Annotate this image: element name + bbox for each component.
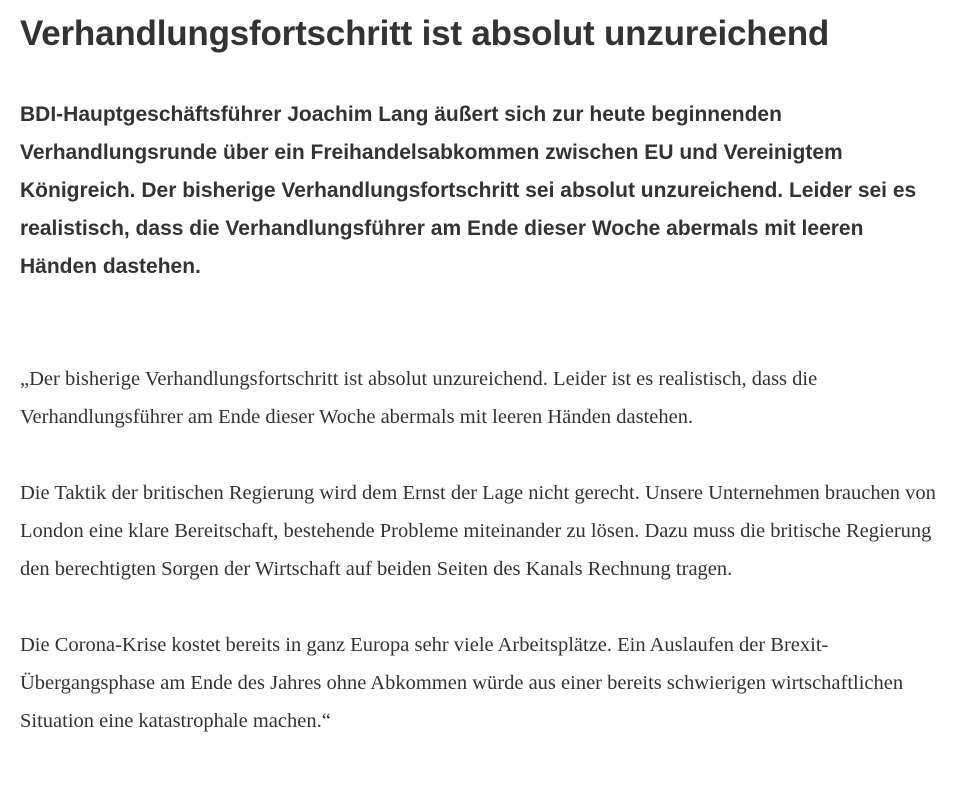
- article-body: [20, 360, 950, 740]
- article-headline: Verhandlungsfortschritt ist absolut unzureichend: [20, 14, 830, 53]
- body-paragraph: Die Corona-Krise kostet bereits in ganz Europa sehr viele Arbeitsplätze. Ein Auslaufen der Brexit-Übergangsphase am Ende des Jahres ohne Abkommen würde aus einer bereits schwierigen wirtschaftlichen Situation eine katastrophale machen.“: [20, 634, 904, 732]
- body-paragraph: „Der bisherige Verhandlungsfortschritt ist absolut unzureichend. Leider ist es realistisch, dass die Verhandlungsführer am Ende dieser Woche abermals mit leeren Händen dastehen.: [20, 368, 818, 428]
- body-paragraph: Die Taktik der britischen Regierung wird dem Ernst der Lage nicht gerecht. Unsere Unternehmen brauchen von London eine klare Bereitschaft, bestehende Probleme miteinander zu lösen. Dazu muss die britische Regierung den berechtigten Sorgen der Wirtschaft auf beiden Seiten des Kanals Rechnung tragen.: [20, 482, 936, 580]
- article-lead: BDI-Hauptgeschäftsführer Joachim Lang äußert sich zur heute beginnenden Verhandlungsrunde über ein Freihandelsabkommen zwischen EU und Vereinigtem Königreich. Der bisherige Verhandlungsfortschritt sei absolut unzureichend. Leider sei es realistisch, dass die Verhandlungsführer am Ende dieser Woche abermals mit leeren Händen dastehen.: [20, 103, 917, 278]
